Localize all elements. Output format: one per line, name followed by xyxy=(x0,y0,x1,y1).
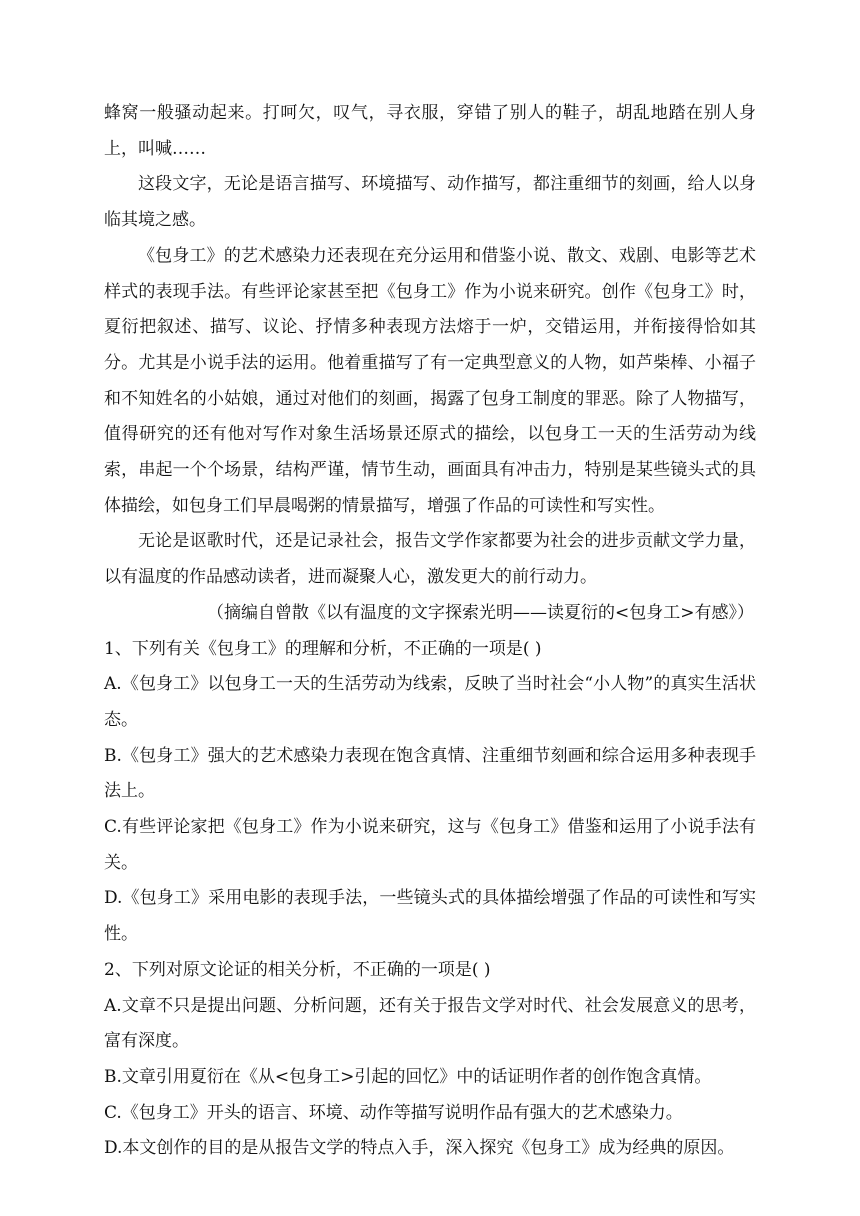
option-c: C.《包身工》开头的语言、环境、动作等描写说明作品有强大的艺术感染力。 xyxy=(104,1102,683,1123)
passage-paragraph: 无论是讴歌时代，还是记录社会，报告文学作家都要为社会的进步贡献文学力量，以有温度的作品感动读者，进而凝聚人心，激发更大的前行动力。 xyxy=(104,531,756,588)
document-page xyxy=(104,96,756,1167)
question-1 xyxy=(104,632,756,953)
option-b: B.文章引用夏衍在《从<包身工>引起的回忆》中的话证明作者的创作饱含真情。 xyxy=(104,1066,712,1087)
question-stem: 1、下列有关《包身工》的理解和分析，不正确的一项是( ) xyxy=(104,638,542,659)
option-a: A.文章不只是提出问题、分析问题，还有关于报告文学对时代、社会发展意义的思考，富有深度。 xyxy=(104,995,756,1052)
passage-source: （摘编自曾散《以有温度的文字探索光明——读夏衍的<包身工>有感》） xyxy=(207,602,754,623)
option-d: D.《包身工》采用电影的表现手法，一些镜头式的具体描绘增强了作品的可读性和写实性。 xyxy=(104,888,756,945)
option-c: C.有些评论家把《包身工》作为小说来研究，这与《包身工》借鉴和运用了小说手法有关。 xyxy=(104,817,756,873)
passage-paragraph: 这段文字，无论是语言描写、环境描写、动作描写，都注重细节的刻画，给人以身临其境之感。 xyxy=(104,174,756,231)
question-2 xyxy=(104,953,756,1167)
option-b: B.《包身工》强大的艺术感染力表现在饱含真情、注重细节刻画和综合运用多种表现手法上。 xyxy=(104,745,756,802)
passage-paragraph-continued: 蜂窝一般骚动起来。打呵欠，叹气，寻衣服，穿错了别人的鞋子，胡乱地踏在别人身上，叫喊…… xyxy=(104,103,756,159)
passage-paragraph: 《包身工》的艺术感染力还表现在充分运用和借鉴小说、散文、戏剧、电影等艺术样式的表现手法。有些评论家甚至把《包身工》作为小说来研究。创作《包身工》时，夏衍把叙述、描写、议论、抒情多种表现方法熔于一炉，交错运用，并衔接得恰如其分。尤其是小说手法的运用。他着重描写了有一定典型意义的人物，如芦柴棒、小福子和不知姓名的小姑娘，通过对他们的刻画，揭露了包身工制度的罪恶。除了人物描写，值得研究的还有他对写作对象生活场景还原式的描绘，以包身工一天的生活劳动为线索，串起一个个场景，结构严谨，情节生动，画面具有冲击力，特别是某些镜头式的具体描绘，如包身工们早晨喝粥的情景描写，增强了作品的可读性和写实性。 xyxy=(104,245,756,516)
option-a: A.《包身工》以包身工一天的生活劳动为线索，反映了当时社会“小人物”的真实生活状态。 xyxy=(104,674,756,730)
question-stem: 2、下列对原文论证的相关分析，不正确的一项是( ) xyxy=(104,959,491,980)
option-d: D.本文创作的目的是从报告文学的特点入手，深入探究《包身工》成为经典的原因。 xyxy=(104,1138,735,1159)
